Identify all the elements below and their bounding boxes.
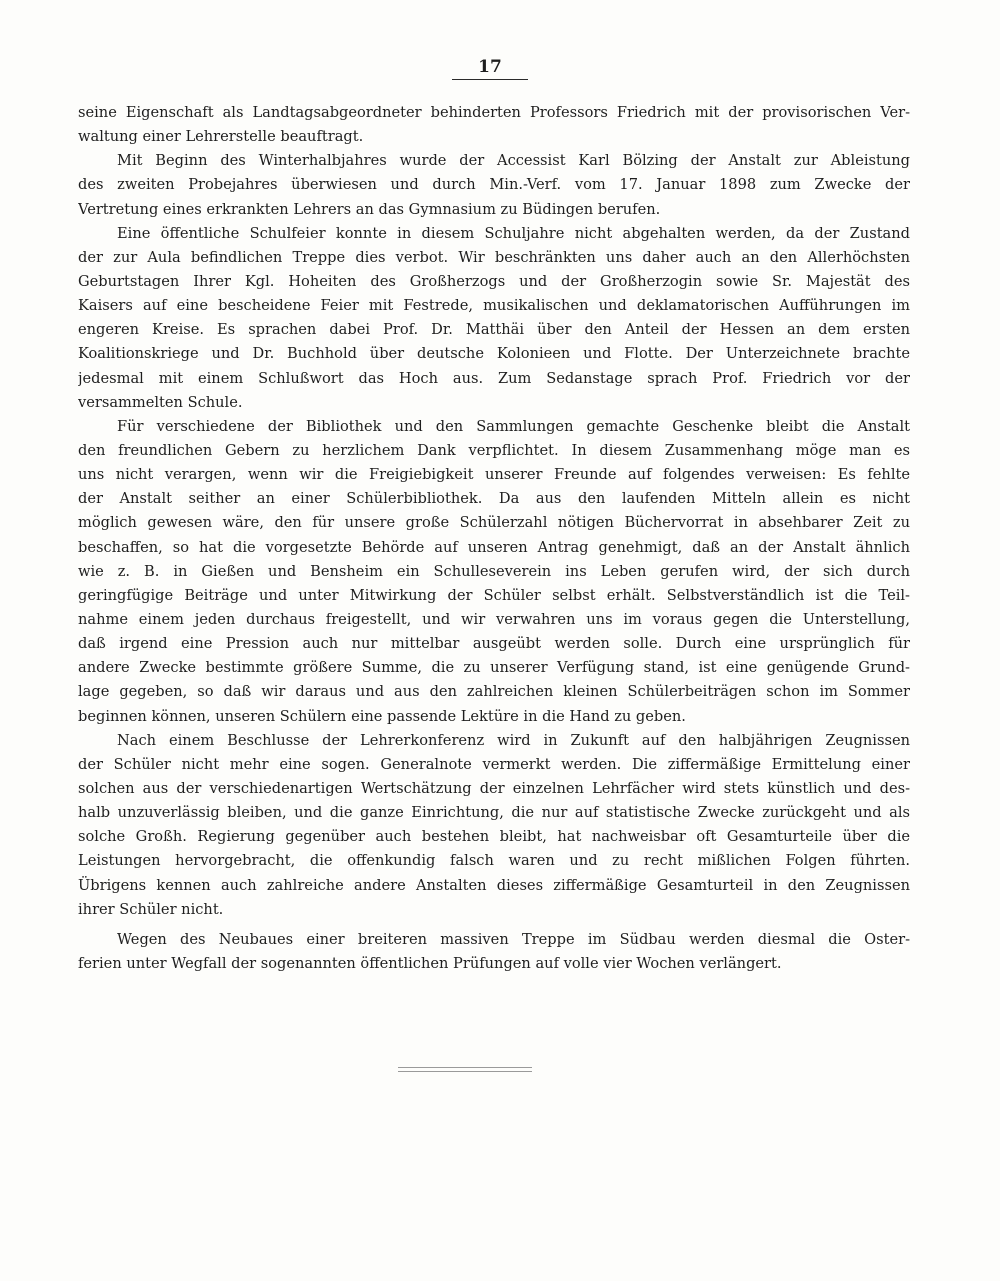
text-line: Leistungen hervorgebracht, die offenkundig falsch waren und zu recht mißlichen Folgen führten. <box>78 852 910 870</box>
text-line: des zweiten Probejahres überwiesen und durch Min.-Verf. vom 17. Januar 1898 zum Zwecke der <box>78 176 910 194</box>
text-line: Eine öffentliche Schulfeier konnte in diesem Schuljahre nicht abgehalten werden, da der Zustand <box>117 224 910 242</box>
text-line: andere Zwecke bestimmte größere Summe, die zu unserer Verfügung stand, ist eine genügende Grund- <box>78 659 910 677</box>
text-line: solche Großh. Regierung gegenüber auch bestehen bleibt, hat nachweisbar oft Gesamturteile über die <box>78 828 910 846</box>
text-line: Wegen des Neubaues einer breiteren massiven Treppe im Südbau werden diesmal die Oster- <box>117 930 910 948</box>
text-line: versammelten Schule. <box>78 393 243 411</box>
text-line: beginnen können, unseren Schülern eine passende Lektüre in die Hand zu geben. <box>78 707 686 725</box>
closing-double-rule <box>398 1067 532 1072</box>
text-line: beschaffen, so hat die vorgesetzte Behörde auf unseren Antrag genehmigt, daß an der Anstalt ähnlich <box>78 538 910 556</box>
text-line: Für verschiedene der Bibliothek und den Sammlungen gemachte Geschenke bleibt die Anstalt <box>117 417 910 435</box>
text-line: Kaisers auf eine bescheidene Feier mit Festrede, musikalischen und deklamatorischen Aufführungen im <box>78 297 910 315</box>
paragraph <box>78 415 910 729</box>
text-line: solchen aus der verschiedenartigen Wertschätzung der einzelnen Lehrfächer wird stets künstlich und des- <box>78 779 910 797</box>
text-line: jedesmal mit einem Schlußwort das Hoch aus. Zum Sedanstage sprach Prof. Friedrich vor der <box>78 369 910 387</box>
text-line: der zur Aula befindlichen Treppe dies verbot. Wir beschränkten uns daher auch an den Allerhöchsten <box>78 248 910 266</box>
paragraph <box>78 101 910 149</box>
paragraph <box>78 729 910 922</box>
text-line: wie z. B. in Gießen und Bensheim ein Schulleseverein ins Leben gerufen wird, der sich durch <box>78 562 910 580</box>
text-line: nahme einem jeden durchaus freigestellt, und wir verwahren uns im voraus gegen die Unterstellung, <box>78 610 910 628</box>
text-line: halb unzuverlässig bleiben, und die ganze Einrichtung, die nur auf statistische Zwecke zurückgeht und als <box>78 804 910 822</box>
text-line: Geburtstagen Ihrer Kgl. Hoheiten des Großherzogs und der Großherzogin sowie Sr. Majestät des <box>78 272 910 290</box>
paragraph <box>78 928 910 976</box>
page-number: 17 <box>478 57 502 77</box>
page-number-rule <box>452 79 528 80</box>
text-line: ihrer Schüler nicht. <box>78 900 224 918</box>
paragraph <box>78 222 910 415</box>
text-line: Koalitionskriege und Dr. Buchhold über deutsche Kolonieen und Flotte. Der Unterzeichnete brachte <box>78 345 910 363</box>
text-line: der Anstalt seither an einer Schülerbibliothek. Da aus den laufenden Mitteln allein es nicht <box>78 490 910 508</box>
body-text <box>78 101 910 976</box>
text-line: der Schüler nicht mehr eine sogen. Generalnote vermerkt werden. Die ziffermäßige Ermittelung einer <box>78 755 910 773</box>
text-line: daß irgend eine Pression auch nur mittelbar ausgeübt werden solle. Durch eine ursprünglich für <box>78 635 910 653</box>
text-line: geringfügige Beiträge und unter Mitwirkung der Schüler selbst erhält. Selbstverständlich ist die Teil- <box>78 586 910 604</box>
text-line: engeren Kreise. Es sprachen dabei Prof. Dr. Matthäi über den Anteil der Hessen an dem ersten <box>78 321 910 339</box>
text-line: Vertretung eines erkrankten Lehrers an das Gymnasium zu Büdingen berufen. <box>78 200 661 218</box>
text-line: Mit Beginn des Winterhalbjahres wurde der Accessist Karl Bölzing der Anstalt zur Ableistung <box>117 152 910 170</box>
text-line: möglich gewesen wäre, den für unsere große Schülerzahl nötigen Büchervorrat in absehbarer Zeit zu <box>78 514 910 532</box>
text-line: lage gegeben, so daß wir daraus und aus den zahlreichen kleinen Schülerbeiträgen schon im Sommer <box>78 683 910 701</box>
text-line: ferien unter Wegfall der sogenannten öffentlichen Prüfungen auf volle vier Wochen verlängert. <box>78 954 782 972</box>
text-line: Übrigens kennen auch zahlreiche andere Anstalten dieses ziffermäßige Gesamturteil in den Zeugnissen <box>78 876 910 894</box>
text-line: den freundlichen Gebern zu herzlichem Dank verpflichtet. In diesem Zusammenhang möge man es <box>78 441 910 459</box>
paragraph <box>78 149 910 221</box>
text-line: seine Eigenschaft als Landtagsabgeordneter behinderten Professors Friedrich mit der provisorischen Ver- <box>78 104 910 121</box>
text-line: Nach einem Beschlusse der Lehrerkonferenz wird in Zukunft auf den halbjährigen Zeugnissen <box>117 731 910 749</box>
text-line: uns nicht verargen, wenn wir die Freigiebigkeit unserer Freunde auf folgendes verweisen: Es fehlte <box>78 466 910 484</box>
text-line: waltung einer Lehrerstelle beauftragt. <box>78 128 364 146</box>
